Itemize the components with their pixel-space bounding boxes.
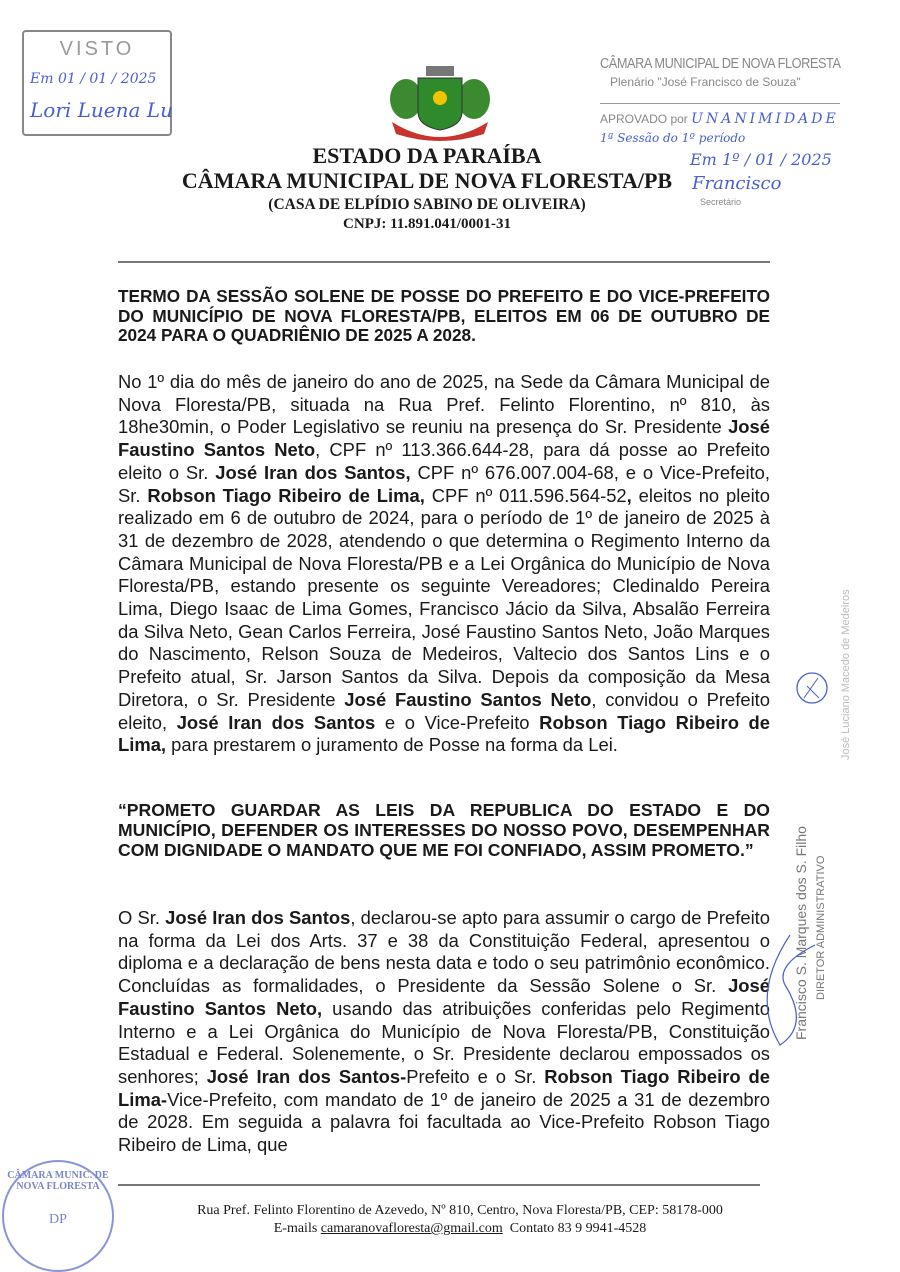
seal-mark: DP bbox=[49, 1212, 67, 1227]
text-segment: CPF nº 676.007.004-68, e o Vice-Prefeito, Sr. bbox=[118, 461, 770, 506]
secretary-initial-signature bbox=[792, 668, 832, 708]
approval-signature: Francisco bbox=[692, 173, 782, 194]
paragraph-inauguration bbox=[118, 907, 770, 1157]
text-segment: para prestarem o juramento de Posse na forma da Lei. bbox=[166, 734, 618, 756]
bold-name-segment: , bbox=[626, 484, 632, 506]
approval-label: APROVADO por bbox=[600, 112, 688, 126]
text-segment: , CPF nº 113.366.644-28, para dá posse ao Prefeito eleito o Sr. bbox=[118, 439, 770, 483]
text-segment: Vice-Prefeito, com mandato de 1º de janeiro de 2025 a 31 de dezembro de 2028. Em seguida a palavra foi facultada ao Vice-Prefeito Robson Tiago Ribeiro de Lima, que bbox=[118, 1088, 770, 1156]
text-segment: , declarou-se apto para assumir o cargo de Prefeito na forma da Lei dos Arts. 37 e 38 da Constituição Federal, apresentou o diploma e a declaração de bens nesta data e todo o seu patrimônio econômico. Concluídas as formalidades, o Presidente da Sessão Solene o Sr. bbox=[118, 907, 771, 997]
bold-name-segment: Robson Tiago Ribeiro de Lima, bbox=[147, 484, 425, 506]
approval-session: 1ª Sessão do 1º período bbox=[600, 131, 746, 145]
text-segment: eleitos no pleito realizado em 6 de outubro de 2024, para o período de 1º de janeiro de 2025 à 31 de dezembro de 2028, atendendo o que determina o Regimento Interno da Câmara Municipal de Nova Floresta/PB e a Lei Orgânica do Município de Nova Floresta/PB, estando presente os seguinte Vereadores; Cledinaldo Pereira Lima, Diego Isaac de Lima Gomes, Francisco Jácio da Silva, Absalão Ferreira da Silva Neto, Gean Carlos Ferreira, José Faustino Santos Neto, João Marques do Nascimento, Relson Souza de Medeiros, Valtecio dos Santos Lins e o Prefeito atual, Sr. Jarson Santos da Silva. Depois da composição da Mesa Diretora, o Sr. Presidente bbox=[118, 484, 770, 710]
approval-divider bbox=[600, 103, 840, 104]
visto-label: VISTO bbox=[59, 38, 135, 60]
visto-stamp bbox=[22, 30, 172, 136]
approval-stamp bbox=[600, 55, 850, 215]
bold-name-segment: José Iran dos Santos bbox=[176, 711, 376, 733]
oath-text: “PROMETO GUARDAR AS LEIS DA REPUBLICA DO ESTADO E DO MUNICÍPIO, DEFENDER OS INTERESSES DO NOSSO POVO, DESEMPENHAR COM DIGNIDADE O MANDATO QUE ME FOI CONFIADO, ASSIM PROMETO.” bbox=[118, 800, 770, 860]
header-state: ESTADO DA PARAÍBA bbox=[312, 143, 542, 168]
paragraph-opening bbox=[118, 371, 770, 757]
approval-date: Em 1º / 01 / 2025 bbox=[690, 150, 832, 169]
footer-address: Rua Pref. Felinto Florentino de Azevedo, Nº 810, Centro, Nova Floresta/PB, CEP: 58178-000 bbox=[197, 1203, 723, 1218]
director-signature bbox=[760, 930, 820, 1050]
bold-name-segment: José Faustino Santos Neto bbox=[118, 416, 770, 461]
visto-signature: Lori Luena Lu bbox=[30, 98, 173, 122]
header-cnpj: CNPJ: 11.891.041/0001-31 bbox=[343, 216, 511, 232]
footer-divider bbox=[118, 1184, 760, 1186]
footer-email-link[interactable]: camaranovafloresta@gmail.com bbox=[320, 1221, 503, 1236]
municipal-coat-of-arms-logo bbox=[388, 64, 492, 142]
bold-name-segment: José Faustino Santos Neto, bbox=[118, 975, 770, 1019]
bold-name-segment: José Iran dos Santos- bbox=[206, 1065, 407, 1087]
director-role: DIRETOR ADMINISTRATIVO bbox=[815, 855, 827, 1000]
approval-value: UNANIMIDADE bbox=[691, 111, 839, 127]
text-segment: No 1º dia do mês de janeiro do ano de 2025, na Sede da Câmara Municipal de Nova Floresta/PB, situada na Rua Pref. Felinto Florentino, nº 810, às 18he30min, o Poder Legislativo se reuniu na presença do Sr. Presidente bbox=[118, 371, 770, 438]
director-name: Francisco S. Marques dos S. Filho bbox=[793, 826, 809, 1040]
bold-name-segment: Robson Tiago Ribeiro de Lima, bbox=[118, 711, 771, 756]
chamber-seal bbox=[2, 1160, 114, 1272]
approval-role: Secretário bbox=[700, 197, 742, 207]
bold-name-segment: José Iran dos Santos bbox=[165, 907, 351, 928]
visto-date: Em 01 / 01 / 2025 bbox=[30, 71, 157, 87]
header-divider bbox=[118, 261, 770, 263]
seal-text: CÂMARA MUNIC. DE NOVA FLORESTA bbox=[7, 1170, 109, 1192]
secretary-name: José Luciano Macedo de Medeiros bbox=[840, 589, 852, 760]
bold-name-segment: José Iran dos Santos, bbox=[215, 461, 411, 483]
header-house: (CASA DE ELPÍDIO SABINO DE OLIVEIRA) bbox=[268, 196, 586, 213]
bold-name-segment: José Faustino Santos Neto bbox=[344, 688, 592, 710]
text-segment: Prefeito e o Sr. bbox=[406, 1065, 545, 1087]
text-segment: e o Vice-Prefeito bbox=[375, 711, 540, 733]
header-chamber: CÂMARA MUNICIPAL DE NOVA FLORESTA/PB bbox=[181, 168, 673, 193]
approval-org: CÂMARA MUNICIPAL DE NOVA FLORESTA bbox=[600, 55, 841, 72]
document-title: TERMO DA SESSÃO SOLENE DE POSSE DO PREFEITO E DO VICE-PREFEITO DO MUNICÍPIO DE NOVA FLORESTA/PB, ELEITOS EM 06 DE OUTUBRO DE 2024 PARA O QUADRIÊNIO DE 2025 A 2028. bbox=[118, 286, 770, 345]
footer bbox=[140, 1202, 780, 1238]
footer-emails-label: E-mails bbox=[273, 1221, 318, 1236]
text-segment: , convidou o Prefeito eleito, bbox=[118, 688, 770, 733]
text-segment: CPF nº 011.596.564-52 bbox=[424, 484, 627, 506]
bold-name-segment: Robson Tiago Ribeiro de Lima- bbox=[118, 1065, 771, 1110]
text-segment: O Sr. bbox=[118, 907, 166, 928]
approval-plenary: Plenário "José Francisco de Souza" bbox=[610, 75, 801, 89]
footer-contact: Contato 83 9 9941-4528 bbox=[509, 1221, 647, 1236]
text-segment: usando das atribuições conferidas pelo Regimento Interno e a Lei Orgânica do Município de Nova Floresta/PB, Constituição Estadual e Federal. Solenemente, o Sr. Presidente declarou empossados os senhores; bbox=[118, 997, 771, 1087]
